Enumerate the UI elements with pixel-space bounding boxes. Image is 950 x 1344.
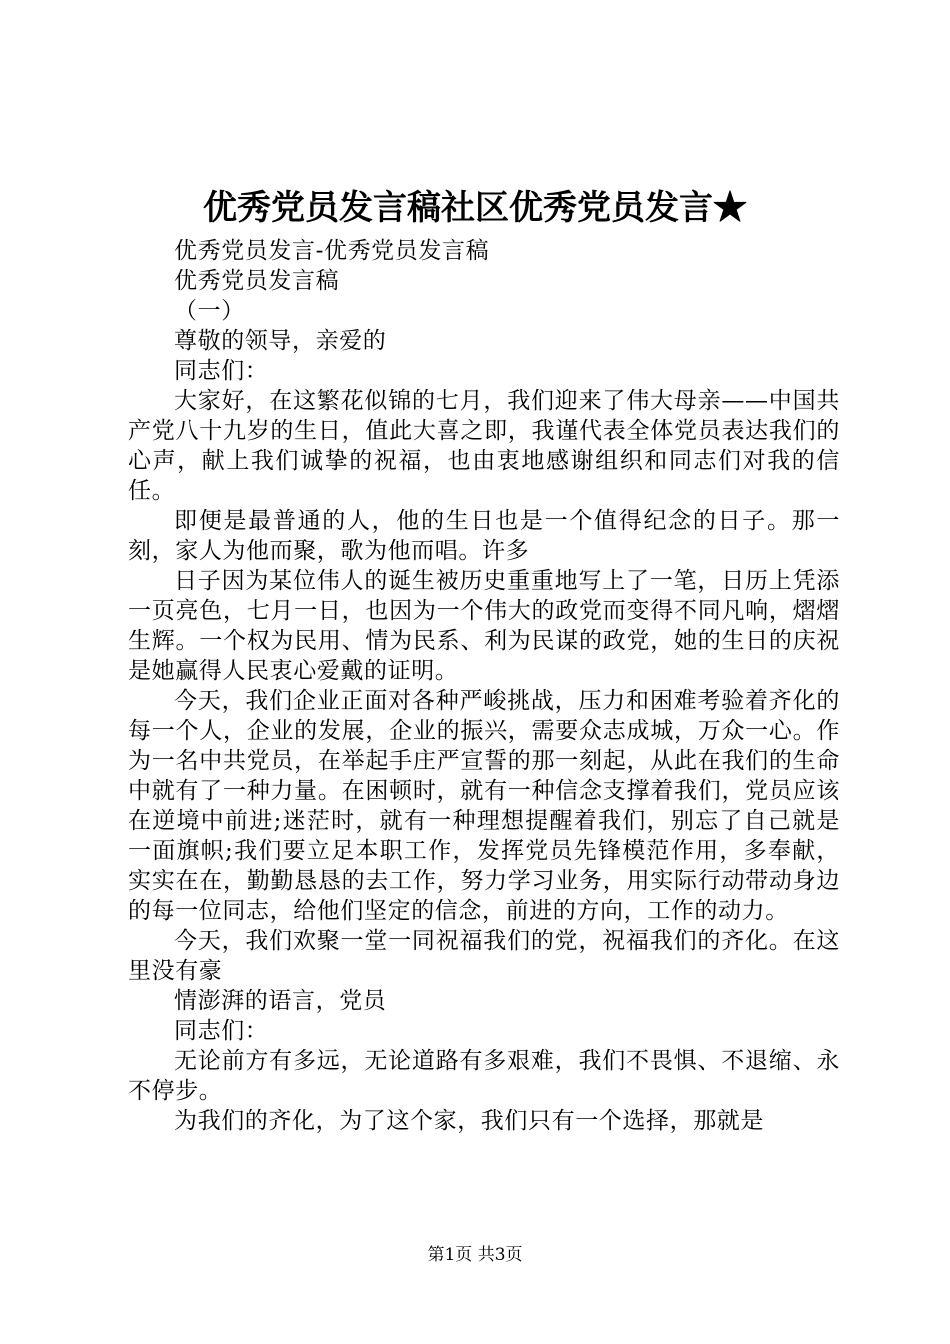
paragraph: 同志们： (174, 358, 269, 384)
paragraph: 优秀党员发言-优秀党员发言稿 (174, 238, 490, 264)
paragraph: 尊敬的领导，亲爱的 (174, 328, 387, 354)
paragraph: 为我们的齐化，为了这个家，我们只有一个选择，那就是 (174, 1108, 764, 1134)
paragraph: 情澎湃的语言，党员 (174, 988, 387, 1014)
document-title: 优秀党员发言稿社区优秀党员发言★ (203, 188, 747, 228)
paragraph: 日子因为某位伟人的诞生被历史重重地写上了一笔，日历上凭添一页亮色，七月一日，也因为一个伟大的政党而变得不同凡响，熠熠生辉。一个权为民用、情为民系、利为民谋的政党，她的生日的庆祝是她赢得人民衷心爱戴的证明。 (128, 568, 840, 684)
paragraph: 无论前方有多远，无论道路有多艰难，我们不畏惧、不退缩、永不停步。 (128, 1048, 840, 1104)
paragraph: 大家好，在这繁花似锦的七月，我们迎来了伟大母亲——中国共产党八十九岁的生日，值此大喜之即，我谨代表全体党员表达我们的心声，献上我们诚挚的祝福，也由衷地感谢组织和同志们对我的信任。 (128, 388, 840, 504)
page-footer: 第1页 共3页 (427, 1245, 523, 1265)
paragraph: 即便是最普通的人，他的生日也是一个值得纪念的日子。那一刻，家人为他而聚，歌为他而唱。许多 (128, 508, 840, 564)
paragraph: 优秀党员发言稿 (174, 268, 340, 294)
paragraph: 今天，我们企业正面对各种严峻挑战，压力和困难考验着齐化的每一个人，企业的发展，企业的振兴，需要众志成城，万众一心。作为一名中共党员，在举起手庄严宣誓的那一刻起，从此在我们的生命中就有了一种力量。在困顿时，就有一种信念支撑着我们，党员应该在逆境中前进;迷茫时，就有一种理想提醒着我们，别忘了自己就是一面旗帜;我们要立足本职工作，发挥党员先锋模范作用，多奉献，实实在在，勤勤恳恳的去工作，努力学习业务，用实际行动带动身边的每一位同志，给他们坚定的信念，前进的方向，工作的动力。 (128, 688, 840, 924)
paragraph: 同志们： (174, 1018, 269, 1044)
paragraph: 今天，我们欢聚一堂一同祝福我们的党，祝福我们的齐化。在这里没有豪 (128, 928, 840, 984)
document-body (128, 236, 840, 1136)
paragraph: （一） (174, 298, 245, 324)
